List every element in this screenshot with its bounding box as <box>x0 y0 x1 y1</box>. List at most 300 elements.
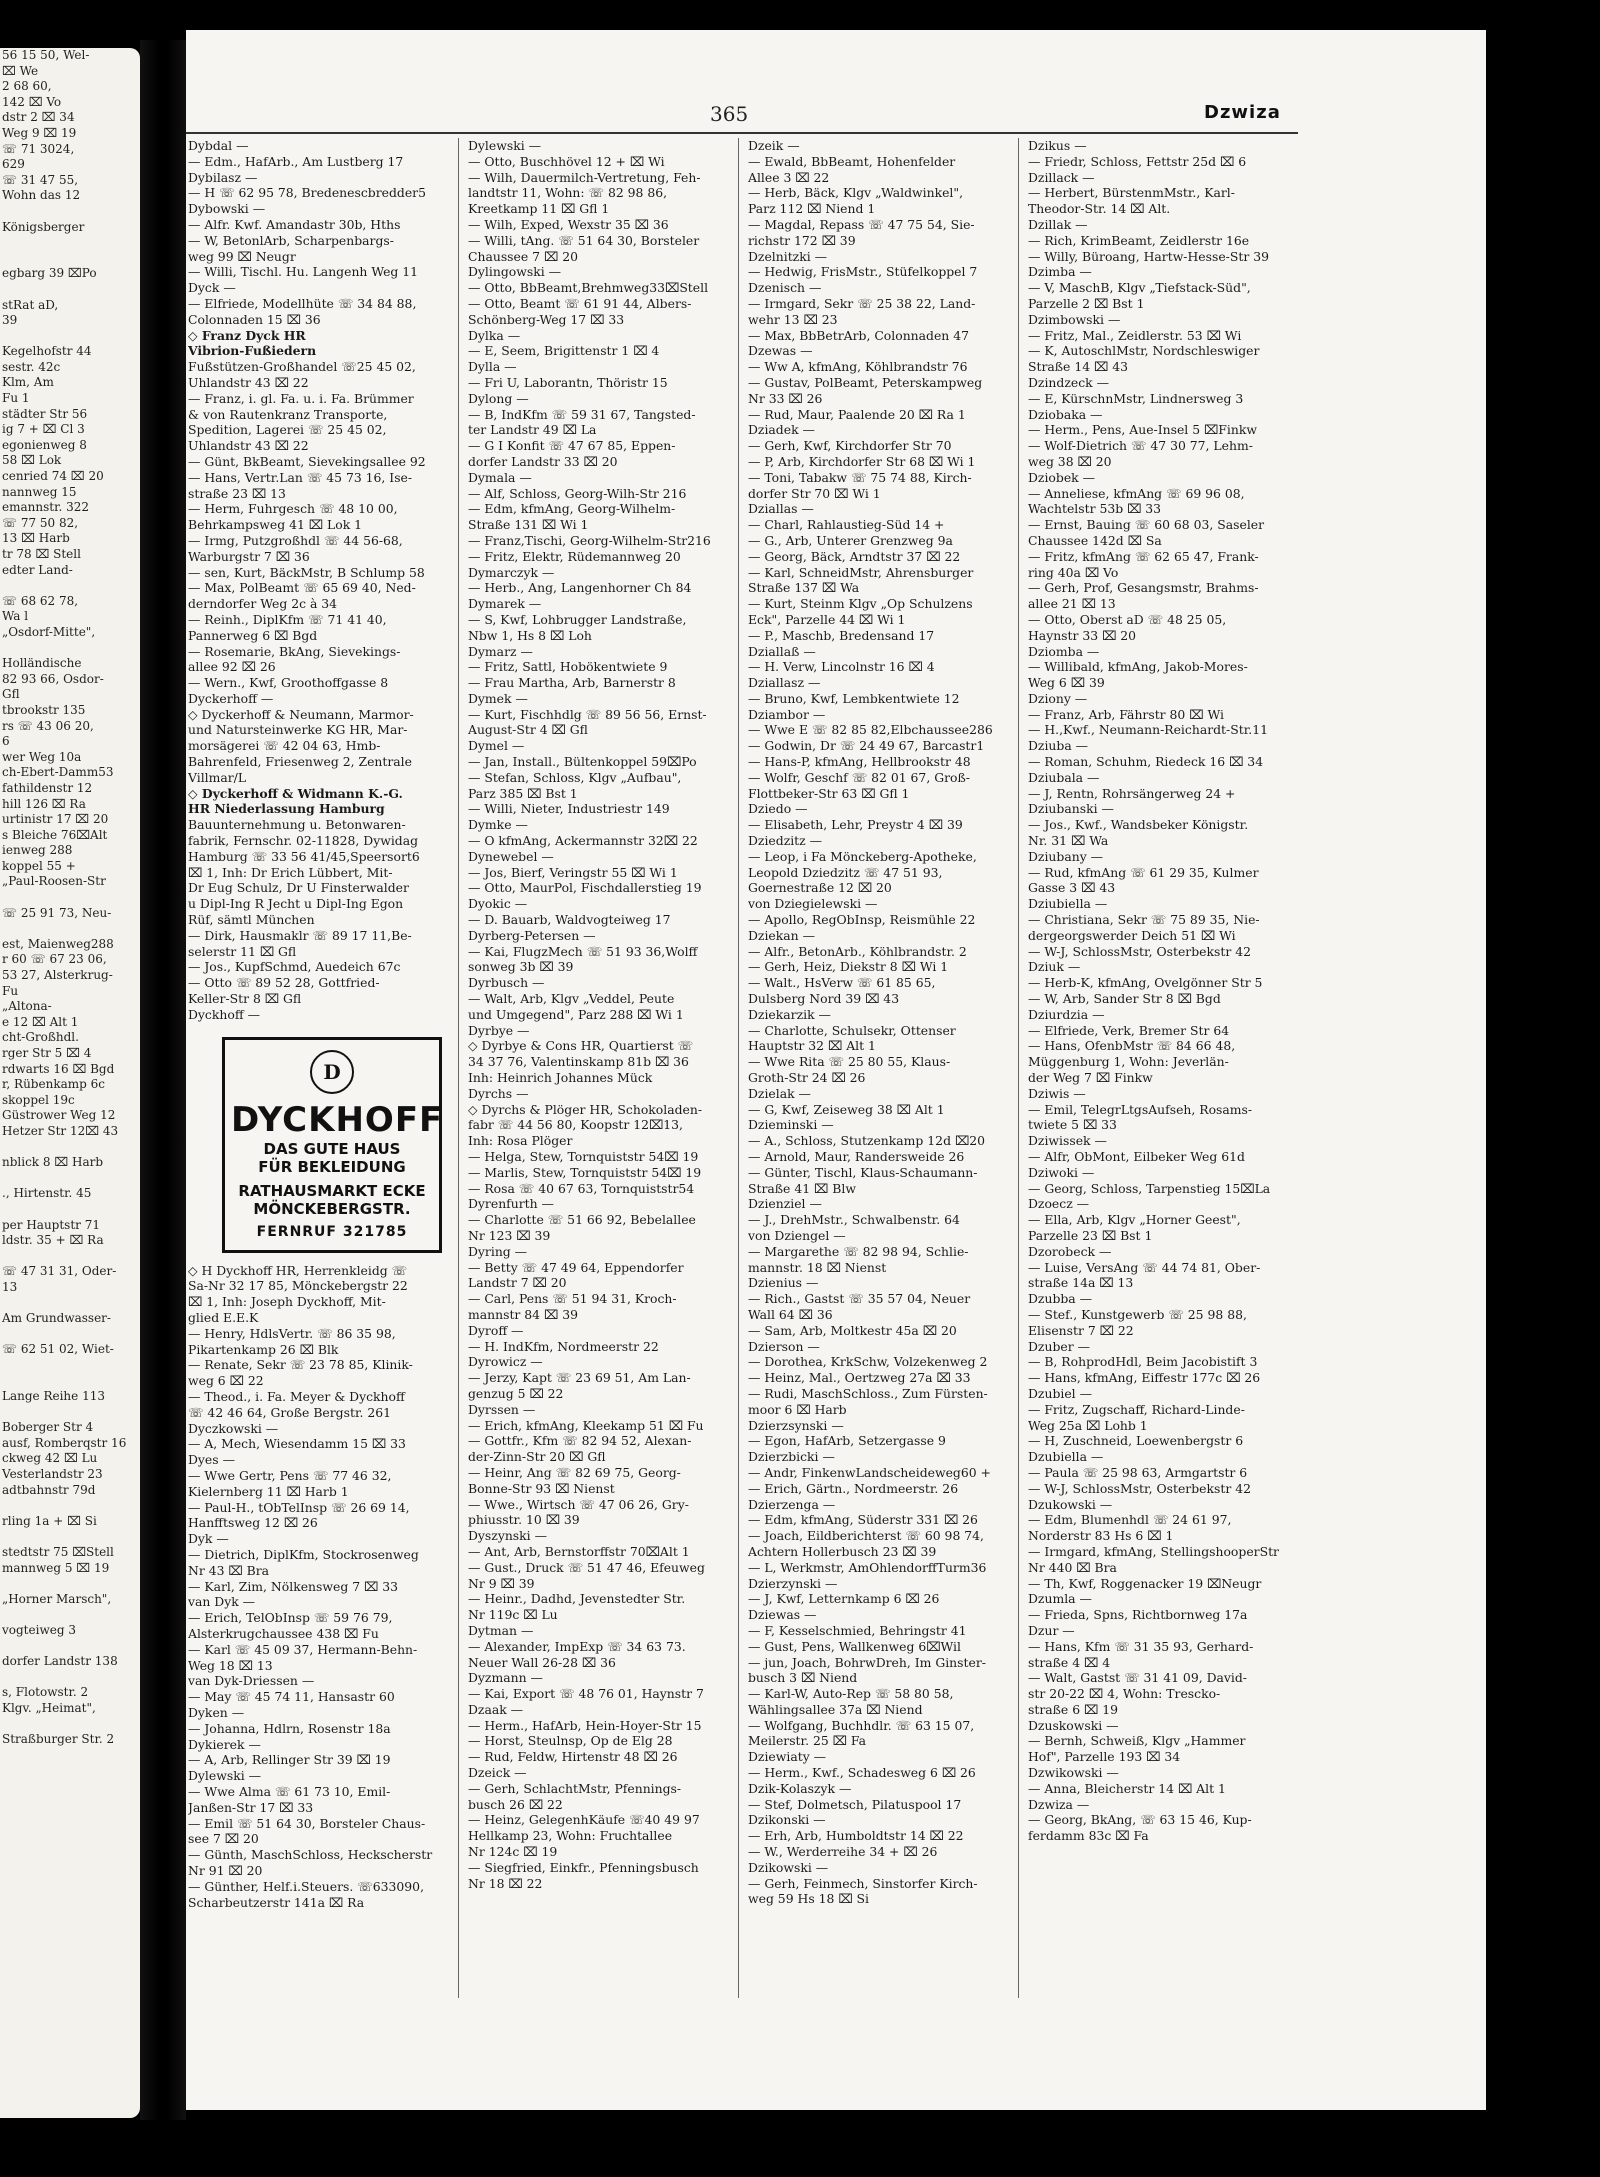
directory-entry: Dziedzitz — <box>748 833 823 849</box>
left-page-line <box>0 641 140 657</box>
directory-entry: — Hans, Kfm ☏ 31 35 93, Gerhard- <box>1028 1638 1254 1654</box>
left-page-line: ig 7 + ⌧ Cl 3 <box>2 422 85 437</box>
directory-entry: — Fritz, Sattl, Hobökentwiete 9 <box>468 659 668 675</box>
directory-entry: — Dorothea, KrkSchw, Volzekenweg 2 <box>748 1354 988 1370</box>
directory-entry: — Magdal, Repass ☏ 47 75 54, Sie- <box>748 216 975 232</box>
directory-entry: Dziallas — <box>748 501 814 517</box>
left-page-line: Holländische <box>2 656 82 671</box>
left-page-line: Hetzer Str 12⌧ 43 <box>2 1123 119 1138</box>
directory-entry: — Walt., HsVerw ☏ 61 85 65, <box>748 975 936 991</box>
directory-entry: Dziwissek — <box>1028 1133 1107 1149</box>
left-page-line: tr 78 ⌧ Stell <box>2 547 81 561</box>
directory-entry: Inh: Rosa Plöger <box>468 1133 573 1149</box>
left-page-line: stRat aD, <box>2 297 59 312</box>
directory-entry: ring 40a ⌧ Vo <box>1028 564 1119 580</box>
directory-entry: — Willy, Büroang, Hartw-Hesse-Str 39 <box>1028 248 1269 264</box>
directory-entry: — K, AutoschlMstr, Nordschleswiger <box>1028 343 1260 359</box>
directory-entry: August-Str 4 ⌧ Gfl <box>468 722 588 738</box>
directory-entry: — Kurt, Fischhdlg ☏ 89 56 56, Ernst- <box>468 706 707 722</box>
directory-entry: Dymala — <box>468 469 532 485</box>
directory-entry: Dyrowicz — <box>468 1354 543 1370</box>
directory-entry: — Siegfried, Einkfr., Pfenningsbusch <box>468 1859 699 1875</box>
left-page-line <box>0 1296 140 1312</box>
directory-entry: Dziuk — <box>1028 959 1081 975</box>
left-page-line: emannstr. 322 <box>2 500 90 515</box>
directory-entry: Dziekarzik — <box>748 1006 831 1022</box>
directory-entry: weg 99 ⌧ Neugr <box>188 248 296 264</box>
left-page-line: rling 1a + ⌧ Si <box>2 1513 97 1528</box>
directory-entry: — Marlis, Stew, Tornquiststr 54⌧ 19 <box>468 1164 702 1180</box>
directory-entry: ◇ Dyrchs & Plöger HR, Schokoladen- <box>468 1101 703 1117</box>
directory-entry: — Sam, Arb, Moltkestr 45a ⌧ 20 <box>748 1322 957 1338</box>
directory-entry: Dzindzeck — <box>1028 374 1109 390</box>
directory-entry: — Gustav, PolBeamt, Peterskampweg <box>748 374 983 390</box>
left-page-line: nblick 8 ⌧ Harb <box>2 1155 104 1170</box>
directory-entry: — Herb-K, kfmAng, Ovelgönner Str 5 <box>1028 975 1263 991</box>
directory-entry: Dyck — <box>188 280 236 296</box>
directory-entry: — Andr, FinkenwLandscheideweg60 + <box>748 1464 991 1480</box>
directory-entry: — Rich., Gastst ☏ 35 57 04, Neuer <box>748 1291 971 1307</box>
directory-entry: Dziubala — <box>1028 769 1100 785</box>
directory-entry: fabrik, Fernschr. 02-11828, Dywidag <box>188 833 419 849</box>
directory-entry: — Herbert, BürstenmMstr., Karl- <box>1028 185 1235 201</box>
directory-entry: Dyckerhoff — <box>188 690 274 706</box>
directory-entry: — Karl, Zim, Nölkensweg 7 ⌧ 33 <box>188 1578 398 1594</box>
directory-entry: — Wolf-Dietrich ☏ 47 30 77, Lehm- <box>1028 438 1253 454</box>
directory-entry: — Hans, kfmAng, Eiffestr 177c ⌧ 26 <box>1028 1370 1261 1386</box>
directory-entry: weg 59 Hs 18 ⌧ Si <box>748 1891 869 1907</box>
directory-entry: — Wilh, Exped, Wexstr 35 ⌧ 36 <box>468 216 669 232</box>
directory-entry: mannstr. 18 ⌧ Nienst <box>748 1259 887 1275</box>
left-page-line <box>0 1171 140 1187</box>
right-page <box>186 30 1486 2110</box>
left-page-line: r, Rübenkamp 6c <box>2 1077 105 1092</box>
directory-entry: Nr 43 ⌧ Bra <box>188 1562 270 1578</box>
directory-entry: Dymarek — <box>468 596 542 612</box>
left-page-line: wer Weg 10a <box>2 749 82 764</box>
directory-entry: — J., DrehMstr., Schwalbenstr. 64 <box>748 1212 960 1228</box>
directory-entry: — Wwe Alma ☏ 61 73 10, Emil- <box>188 1783 391 1799</box>
left-page-line: ☏ 25 91 73, Neu- <box>2 905 112 920</box>
left-page-line: Wa l <box>2 609 29 624</box>
directory-entry: Dzimbowski — <box>1028 311 1121 327</box>
left-page-line: r 60 ☏ 67 23 06, <box>2 952 107 967</box>
directory-entry: — H.,Kwf., Neumann-Reichardt-Str.11 <box>1028 722 1268 738</box>
directory-entry: — Stefan, Schloss, Klgv „Aufbau", <box>468 769 682 785</box>
directory-entry: — May ☏ 45 74 11, Hansastr 60 <box>188 1689 395 1705</box>
directory-entry: — H, Zuschneid, Loewenbergstr 6 <box>1028 1433 1244 1449</box>
left-page-line: Wohn das 12 <box>2 188 81 203</box>
left-page-line: tbrookstr 135 <box>2 702 86 717</box>
book-gutter <box>140 40 186 2120</box>
directory-entry: — Franz,Tischi, Georg-Wilhelm-Str216 <box>468 532 711 548</box>
running-head: Dzwiza <box>1204 102 1281 123</box>
directory-entry: busch 26 ⌧ 22 <box>468 1796 563 1812</box>
directory-entry: ☏ 42 46 64, Große Bergstr. 261 <box>188 1404 392 1420</box>
left-page-line: hill 126 ⌧ Ra <box>2 796 86 811</box>
directory-entry: Dymarz — <box>468 643 533 659</box>
directory-entry: — Johanna, Hdlrn, Rosenstr 18a <box>188 1720 391 1736</box>
directory-entry: Uhlandstr 43 ⌧ 22 <box>188 374 309 390</box>
directory-entry: Dzwikowski — <box>1028 1765 1119 1781</box>
directory-entry: Spedition, Lagerei ☏ 25 45 02, <box>188 422 387 438</box>
directory-entry: Dulsberg Nord 39 ⌧ 43 <box>748 991 900 1007</box>
directory-entry: — Heinz, GelegenhKäufe ☏40 49 97 <box>468 1812 700 1828</box>
left-page-line: mannweg 5 ⌧ 19 <box>2 1560 110 1575</box>
directory-entry: — Alf, Schloss, Georg-Wilh-Str 216 <box>468 485 687 501</box>
directory-entry: ◇ H Dyckhoff HR, Herrenkleidg ☏ <box>188 1262 408 1278</box>
directory-entry: — Rich, KrimBeamt, Zeidlerstr 16e <box>1028 232 1250 248</box>
directory-entry: Gasse 3 ⌧ 43 <box>1028 880 1116 896</box>
directory-entry: Dybilasz — <box>188 169 258 185</box>
directory-entry: — H ☏ 62 95 78, Bredenescbredder5 <box>188 185 426 201</box>
directory-entry: — Egon, HafArb, Setzergasse 9 <box>748 1433 946 1449</box>
directory-entry: — Gerh, Kwf, Kirchdorfer Str 70 <box>748 438 952 454</box>
ad-address <box>231 1182 433 1218</box>
directory-entry: sonweg 3b ⌧ 39 <box>468 959 574 975</box>
left-page-line <box>0 1140 140 1156</box>
directory-entry: — Heinr., Dadhd, Jevenstedter Str. <box>468 1591 686 1607</box>
directory-entry: Dzikus — <box>1028 138 1087 153</box>
directory-entry: Weg 6 ⌧ 39 <box>1028 675 1105 691</box>
directory-entry: der Weg 7 ⌧ Finkw <box>1028 1070 1153 1086</box>
directory-entry: — Elfriede, Modellhüte ☏ 34 84 88, <box>188 295 417 311</box>
directory-entry: — Frieda, Spns, Richtbornweg 17a <box>1028 1607 1248 1623</box>
directory-entry: — Max, PolBeamt ☏ 65 69 40, Ned- <box>188 580 416 596</box>
directory-entry: Dziuba — <box>1028 738 1089 754</box>
left-page-line <box>0 282 140 298</box>
left-page-line <box>0 1529 140 1545</box>
directory-entry: — Paul-H., tObTelInsp ☏ 26 69 14, <box>188 1499 410 1515</box>
left-page-line: nannweg 15 <box>2 484 77 499</box>
directory-entry: — Godwin, Dr ☏ 24 49 67, Barcastr1 <box>748 738 985 754</box>
directory-entry: — Alexander, ImpExp ☏ 34 63 73. <box>468 1638 686 1654</box>
left-page-line: sestr. 42c <box>2 359 61 374</box>
left-page-line: 56 15 50, Wel- <box>2 48 90 62</box>
left-page-line <box>0 890 140 906</box>
directory-entry: Alsterkrugchaussee 438 ⌧ Fu <box>188 1625 379 1641</box>
left-page-line: ☏ 71 3024, <box>2 141 75 156</box>
left-page-line: ☏ 31 47 55, <box>2 172 79 187</box>
left-page-line: skoppel 19c <box>2 1092 75 1107</box>
directory-entry: moor 6 ⌧ Harb <box>748 1401 847 1417</box>
directory-entry: — H. Verw, Lincolnstr 16 ⌧ 4 <box>748 659 935 675</box>
directory-entry: Dzewas — <box>748 343 813 359</box>
directory-entry: — Edm, Blumenhdl ☏ 24 61 97, <box>1028 1512 1232 1528</box>
directory-entry: Dzierzsynski — <box>748 1417 844 1433</box>
directory-entry: — Georg, Schloss, Tarpenstieg 15⌧La <box>1028 1180 1271 1196</box>
directory-entry: Dzubba — <box>1028 1291 1093 1307</box>
directory-entry: Parzelle 2 ⌧ Bst 1 <box>1028 295 1145 311</box>
directory-entry: — G I Konfit ☏ 47 67 85, Eppen- <box>468 438 676 454</box>
directory-entry: Wählingsallee 37a ⌧ Niend <box>748 1701 923 1717</box>
directory-entry: — Friedr, Schloss, Fettstr 25d ⌧ 6 <box>1028 153 1247 169</box>
directory-entry: — Charlotte ☏ 51 66 92, Bebelallee <box>468 1212 696 1228</box>
directory-entry: Nr 9 ⌧ 39 <box>468 1575 535 1591</box>
directory-entry: Norderstr 83 Hs 6 ⌧ 1 <box>1028 1528 1174 1544</box>
left-page-line: s, Flotowstr. 2 <box>2 1685 89 1700</box>
left-page-line <box>0 329 140 345</box>
directory-entry: Dziewiaty — <box>748 1749 827 1765</box>
directory-entry: — Otto, Buschhövel 12 + ⌧ Wi <box>468 153 665 169</box>
directory-entry: Dyk — <box>188 1531 229 1547</box>
directory-entry: — Georg, BkAng, ☏ 63 15 46, Kup- <box>1028 1812 1252 1828</box>
left-page-line <box>0 1639 140 1655</box>
directory-entry: Elisenstr 7 ⌧ 22 <box>1028 1322 1134 1338</box>
directory-entry: Theodor-Str. 14 ⌧ Alt. <box>1028 201 1171 217</box>
directory-entry: — Emil ☏ 51 64 30, Borsteler Chaus- <box>188 1815 426 1831</box>
directory-entry: — Margarethe ☏ 82 98 94, Schlie- <box>748 1243 969 1259</box>
ad-address-line: MÖNCKEBERGSTR. <box>253 1199 411 1218</box>
directory-entry: — Leop, i Fa Mönckeberg-Apotheke, <box>748 848 977 864</box>
directory-entry: — Rosemarie, BkAng, Sievekings- <box>188 643 401 659</box>
directory-entry: — S, Kwf, Lohbrugger Landstraße, <box>468 611 687 627</box>
directory-entry: Dylewski — <box>188 1768 261 1784</box>
left-page-line <box>0 204 140 220</box>
left-page-line: Königsberger <box>2 219 85 234</box>
directory-entry: Hanfftsweg 12 ⌧ 26 <box>188 1515 318 1531</box>
left-page-line: 629 <box>2 157 25 172</box>
left-page-line <box>0 1670 140 1686</box>
directory-entry: — Wwe., Wirtsch ☏ 47 06 26, Gry- <box>468 1496 689 1512</box>
left-page-line: Fu 1 <box>2 391 30 406</box>
directory-entry: von Dziegielewski — <box>748 896 878 912</box>
directory-entry: — Herm., Kwf., Schadesweg 6 ⌧ 26 <box>748 1765 976 1781</box>
left-page-line: vogteiweg 3 <box>2 1622 76 1637</box>
directory-entry: Straße 137 ⌧ Wa <box>748 580 860 596</box>
left-page-line: 39 <box>2 313 18 328</box>
directory-entry: — Irmgard, kfmAng, StellingshooperStr <box>1028 1543 1279 1559</box>
directory-entry: Dylka — <box>468 327 521 343</box>
left-page-line <box>0 1405 140 1421</box>
directory-entry: — Kai, FlugzMech ☏ 51 93 36,Wolff <box>468 943 698 959</box>
left-page-line <box>0 235 140 251</box>
directory-entry: — Gottfr., Kfm ☏ 82 94 52, Alexan- <box>468 1433 692 1449</box>
directory-entry: Dzikowski — <box>748 1859 829 1875</box>
directory-entry: Dyrenfurth — <box>468 1196 554 1212</box>
directory-entry: Nr 440 ⌧ Bra <box>1028 1559 1117 1575</box>
directory-entry: Schönberg-Weg 17 ⌧ 33 <box>468 311 625 327</box>
directory-entry: Dzeik — <box>748 138 800 153</box>
left-page-line: 13 ⌧ Harb <box>2 531 70 546</box>
directory-entry: — Alfr., BetonArb., Köhlbrandstr. 2 <box>748 943 967 959</box>
directory-entry: — Ant, Arb, Bernstorffstr 70⌧Alt 1 <box>468 1543 690 1559</box>
directory-entry: Dr Eug Schulz, Dr U Finsterwalder <box>188 880 409 896</box>
directory-entry: — P., Maschb, Bredensand 17 <box>748 627 935 643</box>
directory-entry: — Henry, HdlsVertr. ☏ 86 35 98, <box>188 1325 396 1341</box>
directory-entry: — V, MaschB, Klgv „Tiefstack-Süd", <box>1028 280 1251 296</box>
directory-entry: Dziomba — <box>1028 643 1100 659</box>
directory-entry: Dziallaß — <box>748 643 816 659</box>
directory-entry: — J, Rentn, Rohrsängerweg 24 + <box>1028 785 1236 801</box>
directory-entry: Straße 41 ⌧ Blw <box>748 1180 856 1196</box>
directory-entry: — Wwe Gertr, Pens ☏ 77 46 32, <box>188 1467 392 1483</box>
directory-entry: — Edm, kfmAng, Süderstr 331 ⌧ 26 <box>748 1512 978 1528</box>
directory-entry: see 7 ⌧ 20 <box>188 1831 259 1847</box>
directory-entry: allee 92 ⌧ 26 <box>188 659 276 675</box>
left-page-line: Am Grundwasser- <box>2 1311 111 1326</box>
scan-edge <box>1486 0 1600 2177</box>
directory-entry: und Natursteinwerke KG HR, Mar- <box>188 722 408 738</box>
directory-entry: Müggenburg 1, Wohn: Jeverlän- <box>1028 1054 1229 1070</box>
left-page-line: stedtstr 75 ⌧Stell <box>2 1545 114 1559</box>
directory-entry: — W-J, SchlossMstr, Osterbekstr 42 <box>1028 1480 1251 1496</box>
directory-entry: u Dipl-Ing R Jecht u Dipl-Ing Egon <box>188 896 404 912</box>
directory-entry: HR Niederlassung Hamburg <box>188 801 385 817</box>
directory-entry: Straße 14 ⌧ 43 <box>1028 359 1129 375</box>
directory-entry: Dzuskowski — <box>1028 1717 1119 1733</box>
directory-entry: — Karl-W, Auto-Rep ☏ 58 80 58, <box>748 1686 954 1702</box>
directory-entry: — Heinz, Mal., Oertzweg 27a ⌧ 33 <box>748 1370 971 1386</box>
left-page-line <box>0 1202 140 1218</box>
directory-entry: — Charl, Rahlaustieg-Süd 14 + <box>748 517 945 533</box>
directory-entry: — Emil, TelegrLtgsAufseh, Rosams- <box>1028 1101 1253 1117</box>
directory-entry: — Herb, Bäck, Klgv „Waldwinkel", <box>748 185 964 201</box>
directory-entry: — Jos., Kwf., Wandsbeker Königstr. <box>1028 817 1249 833</box>
left-page-line: urtinistr 17 ⌧ 20 <box>2 812 109 827</box>
directory-entry: — Günther, Helf.i.Steuers. ☏633090, <box>188 1878 425 1894</box>
directory-entry: Dyrchs — <box>468 1085 529 1101</box>
left-page-line: Vesterlandstr 23 <box>2 1467 103 1482</box>
directory-entry: — Reinh., DiplKfm ☏ 71 41 40, <box>188 611 387 627</box>
directory-entry: dergeorgswerder Deich 51 ⌧ Wi <box>1028 927 1236 943</box>
left-page-fragment <box>0 48 140 2118</box>
ad-brand-name: DYCKHOFF <box>231 1099 444 1140</box>
left-page-line <box>0 1498 140 1514</box>
directory-entry: straße 4 ⌧ 4 <box>1028 1654 1111 1670</box>
directory-entry: — Erich, kfmAng, Kleekamp 51 ⌧ Fu <box>468 1417 704 1433</box>
directory-entry: Eck", Parzelle 44 ⌧ Wi 1 <box>748 611 906 627</box>
directory-entry: — Ww A, kfmAng, Köhlbrandstr 76 <box>748 359 968 375</box>
left-page-line: ch-Ebert-Damm53 <box>2 765 114 780</box>
left-page-line: e 12 ⌧ Alt 1 <box>2 1014 79 1029</box>
directory-entry: — Joach, Eildberichterst ☏ 60 98 74, <box>748 1528 984 1544</box>
directory-entry: phiusstr. 10 ⌧ 39 <box>468 1512 580 1528</box>
directory-entry: Pannerweg 6 ⌧ Bgd <box>188 627 318 643</box>
directory-entry: landtstr 11, Wohn: ☏ 82 98 86, <box>468 185 668 201</box>
directory-entry: — Gust, Pens, Wallkenweg 6⌧Wil <box>748 1638 961 1654</box>
left-page-line: 82 93 66, Osdor- <box>2 671 104 686</box>
left-page-line <box>0 1358 140 1374</box>
directory-entry: straße 14a ⌧ 13 <box>1028 1275 1134 1291</box>
dyckhoff-advertisement <box>222 1037 442 1253</box>
directory-entry: Wall 64 ⌧ 36 <box>748 1306 833 1322</box>
directory-entry: Nbw 1, Hs 8 ⌧ Loh <box>468 627 592 643</box>
left-page-line: adtbahnstr 79d <box>2 1482 96 1497</box>
directory-entry: Rüf, sämtl München <box>188 912 315 928</box>
directory-entry: Dziubanski — <box>1028 801 1114 817</box>
directory-entry: — Walt, Arb, Klgv „Veddel, Peute <box>468 991 675 1007</box>
directory-column-4 <box>1028 138 1290 1998</box>
directory-entry: Dyring — <box>468 1243 528 1259</box>
directory-entry: Dyokic — <box>468 896 528 912</box>
directory-entry: — Georg, Bäck, Arndtstr 37 ⌧ 22 <box>748 548 961 564</box>
directory-entry: allee 21 ⌧ 13 <box>1028 596 1116 612</box>
directory-entry: Behrkampsweg 41 ⌧ Lok 1 <box>188 517 363 533</box>
left-page-line: cenried 74 ⌧ 20 <box>2 469 104 484</box>
column-divider <box>458 138 459 1998</box>
directory-entry: Dzierzbicki — <box>748 1449 835 1465</box>
directory-entry: Dzukowski — <box>1028 1496 1113 1512</box>
directory-entry: — Wwe E ☏ 82 85 82,Elbchaussee286 <box>748 722 993 738</box>
directory-entry: — Wwe Rita ☏ 25 80 55, Klaus- <box>748 1054 951 1070</box>
directory-entry: genzug 5 ⌧ 22 <box>468 1385 564 1401</box>
directory-entry: — Edm., HafArb., Am Lustberg 17 <box>188 153 404 169</box>
directory-entry: Dyes — <box>188 1452 235 1468</box>
directory-entry: Nr. 31 ⌧ Wa <box>1028 833 1109 849</box>
directory-entry: — Jan, Install., Bültenkoppel 59⌧Po <box>468 754 697 770</box>
directory-entry: Dziurdzia — <box>1028 1006 1105 1022</box>
directory-entry: — Wolfgang, Buchhdlr. ☏ 63 15 07, <box>748 1717 975 1733</box>
directory-entry: Dyrberg-Petersen — <box>468 927 596 943</box>
directory-entry: mannstr 84 ⌧ 39 <box>468 1306 578 1322</box>
directory-entry: Hof", Parzelle 193 ⌧ 34 <box>1028 1749 1181 1765</box>
directory-entry: Dzaak — <box>468 1701 524 1717</box>
directory-entry: — Günt, BkBeamt, Sievekingsallee 92 <box>188 453 426 469</box>
directory-entry: ◇ Franz Dyck HR <box>188 327 306 343</box>
directory-entry: Dyken — <box>188 1704 245 1720</box>
directory-entry: — B, IndKfm ☏ 59 31 67, Tangsted- <box>468 406 696 422</box>
directory-entry: Dzimba — <box>1028 264 1092 280</box>
directory-entry: & von Rautenkranz Transporte, <box>188 406 388 422</box>
directory-entry: Groth-Str 24 ⌧ 26 <box>748 1070 866 1086</box>
directory-entry: — G., Arb, Unterer Grenzweg 9a <box>748 532 953 548</box>
left-page-line <box>0 578 140 594</box>
directory-entry: — A, Arb, Rellinger Str 39 ⌧ 19 <box>188 1752 391 1768</box>
directory-entry: Haynstr 33 ⌧ 20 <box>1028 627 1137 643</box>
directory-entry: — Willi, tAng. ☏ 51 64 30, Borsteler <box>468 232 700 248</box>
directory-entry: — Fri U, Laborantn, Thöristr 15 <box>468 374 668 390</box>
header-rule <box>186 132 1298 134</box>
directory-entry: — Otto, BbBeamt,Brehmweg33⌧Stell <box>468 280 709 296</box>
left-page-line: Weg 9 ⌧ 19 <box>2 125 77 140</box>
directory-entry: ter Landstr 49 ⌧ La <box>468 422 597 438</box>
directory-entry: Uhlandstr 43 ⌧ 22 <box>188 438 309 454</box>
directory-entry: — Fritz, Elektr, Rüdemannweg 20 <box>468 548 681 564</box>
directory-entry: — F, Kesselschmied, Behringstr 41 <box>748 1622 967 1638</box>
directory-entry: Dybowski — <box>188 201 266 217</box>
directory-entry: — sen, Kurt, BäckMstr, B Schlump 58 <box>188 564 425 580</box>
directory-entry: — Franz, Arb, Fährstr 80 ⌧ Wi <box>1028 706 1224 722</box>
directory-entry: Dyrbye — <box>468 1022 530 1038</box>
directory-entry: — Fritz, kfmAng ☏ 62 65 47, Frank- <box>1028 548 1259 564</box>
directory-entry: Nr 123 ⌧ 39 <box>468 1227 551 1243</box>
directory-entry: — Rosa ☏ 40 67 63, Tornquiststr54 <box>468 1180 695 1196</box>
left-page-line: Lange Reihe 113 <box>2 1389 105 1404</box>
directory-entry: — Kai, Export ☏ 48 76 01, Haynstr 7 <box>468 1686 704 1702</box>
directory-entry: van Dyk — <box>188 1594 256 1610</box>
directory-entry: Nr 124c ⌧ 19 <box>468 1844 558 1860</box>
directory-entry: fabr ☏ 44 56 80, Koopstr 12⌧13, <box>468 1117 683 1133</box>
directory-entry: Parzelle 23 ⌧ Bst 1 <box>1028 1227 1153 1243</box>
directory-entry: Meilerstr. 25 ⌧ Fa <box>748 1733 867 1749</box>
directory-entry: dorfer Str 70 ⌧ Wi 1 <box>748 485 881 501</box>
directory-entry: Fußstützen-Großhandel ☏25 45 02, <box>188 359 416 375</box>
directory-entry: glied E.E.K <box>188 1310 259 1326</box>
directory-entry: Dykierek — <box>188 1736 261 1752</box>
directory-entry: Dzorobeck — <box>1028 1243 1112 1259</box>
directory-entry: Dylong — <box>468 390 529 406</box>
left-page-line: s Bleiche 76⌧Alt <box>2 827 108 842</box>
left-page-line: „Altona- <box>2 999 52 1014</box>
directory-entry: — J, Kwf, Letternkamp 6 ⌧ 26 <box>748 1591 940 1607</box>
directory-entry: Dymarczyk — <box>468 564 555 580</box>
directory-entry: — Frau Martha, Arb, Barnerstr 8 <box>468 675 676 691</box>
directory-entry: — Irmg, Putzgroßhdl ☏ 44 56-68, <box>188 532 403 548</box>
directory-entry: Bauunternehmung u. Betonwaren- <box>188 817 406 833</box>
directory-entry: Dzeick — <box>468 1765 527 1781</box>
directory-entry: — Erh, Arb, Humboldtstr 14 ⌧ 22 <box>748 1828 964 1844</box>
